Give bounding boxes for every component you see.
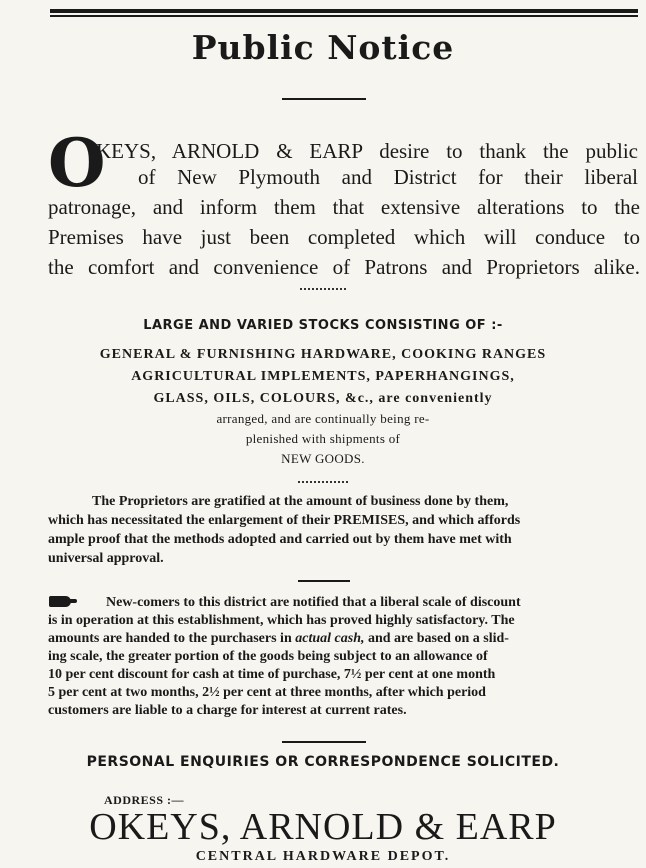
stocks-divider bbox=[298, 481, 348, 483]
gratified-paragraph bbox=[48, 493, 644, 573]
intro-line-1: KEYS, ARNOLD & EARP desire to thank the public bbox=[96, 139, 638, 163]
stocks-line-5: plenished with shipments of bbox=[245, 431, 401, 446]
gratified-line-2 bbox=[48, 512, 644, 529]
newcomers-line-3-text: amounts are handed to the purchasers in bbox=[48, 631, 292, 646]
newcomers-line-4: ing scale, the greater portion of the goods being subject to an allowance of bbox=[48, 649, 488, 664]
enquiries-line: PERSONAL ENQUIRIES OR CORRESPONDENCE SOLICITED. bbox=[86, 754, 560, 770]
newcomers-line-1: New-comers to this district are notified that a liberal scale of discount bbox=[106, 595, 521, 610]
stocks-heading: LARGE AND VARIED STOCKS CONSISTING OF :- bbox=[143, 318, 503, 333]
newcomers-line-6: 5 per cent at two months, 2½ per cent at three months, after which period bbox=[48, 685, 486, 700]
gratified-line-2-end: and which affords bbox=[412, 513, 521, 528]
gratified-line-4: universal approval. bbox=[48, 551, 164, 566]
newcomers-line-2: is in operation at this establishment, which has proved highly satisfactory. The bbox=[48, 613, 515, 628]
title-divider bbox=[282, 98, 366, 100]
top-rule-thick bbox=[50, 9, 638, 13]
intro-line-3: patronage, and inform them that extensive alterations to the bbox=[48, 195, 640, 219]
depot-name: CENTRAL HARDWARE DEPOT. bbox=[195, 849, 451, 864]
top-rule-thin bbox=[50, 15, 638, 17]
newcomers-line-5: 10 per cent discount for cash at time of purchase, 7½ per cent at one month bbox=[48, 667, 496, 682]
newcomers-divider bbox=[282, 741, 366, 743]
intro-line-2: of New Plymouth and District for their liberal bbox=[138, 165, 638, 189]
newcomers-line-3 bbox=[48, 630, 644, 647]
stocks-line-4: arranged, and are continually being re- bbox=[216, 411, 430, 426]
newcomers-paragraph bbox=[48, 594, 644, 734]
intro-divider bbox=[300, 288, 346, 290]
gratified-line-1: The Proprietors are gratified at the amount of business done by them, bbox=[92, 494, 509, 509]
dropcap-letter: O bbox=[48, 124, 106, 202]
gratified-line-3: ample proof that the methods adopted and carried out by them have met with bbox=[48, 532, 512, 547]
actual-cash-phrase: actual cash, bbox=[295, 631, 365, 646]
address-label: ADDRESS :— bbox=[104, 793, 185, 807]
gratified-line-2-text: which has necessitated the enlargement of their bbox=[48, 513, 331, 528]
stocks-line-6: NEW GOODS. bbox=[281, 451, 365, 466]
premises-word: PREMISES, bbox=[333, 513, 409, 528]
stocks-line-3: GLASS, OILS, COLOURS, &c., are conveniently bbox=[153, 391, 493, 406]
gratified-divider bbox=[298, 580, 350, 582]
newcomers-line-3-end: and are based on a slid- bbox=[367, 631, 509, 646]
intro-line-4: Premises have just been completed which will conduce to bbox=[48, 225, 640, 249]
firm-name: OKEYS, ARNOLD & EARP bbox=[89, 806, 557, 848]
stocks-line-2: AGRICULTURAL IMPLEMENTS, PAPERHANGINGS, bbox=[131, 369, 515, 384]
notice-title: Public Notice bbox=[191, 28, 455, 67]
intro-line-5: the comfort and convenience of Patrons and Proprietors alike. bbox=[48, 255, 640, 279]
stocks-line-1: GENERAL & FURNISHING HARDWARE, COOKING RANGES bbox=[99, 347, 547, 362]
newcomers-line-7: customers are liable to a charge for interest at current rates. bbox=[48, 703, 407, 718]
